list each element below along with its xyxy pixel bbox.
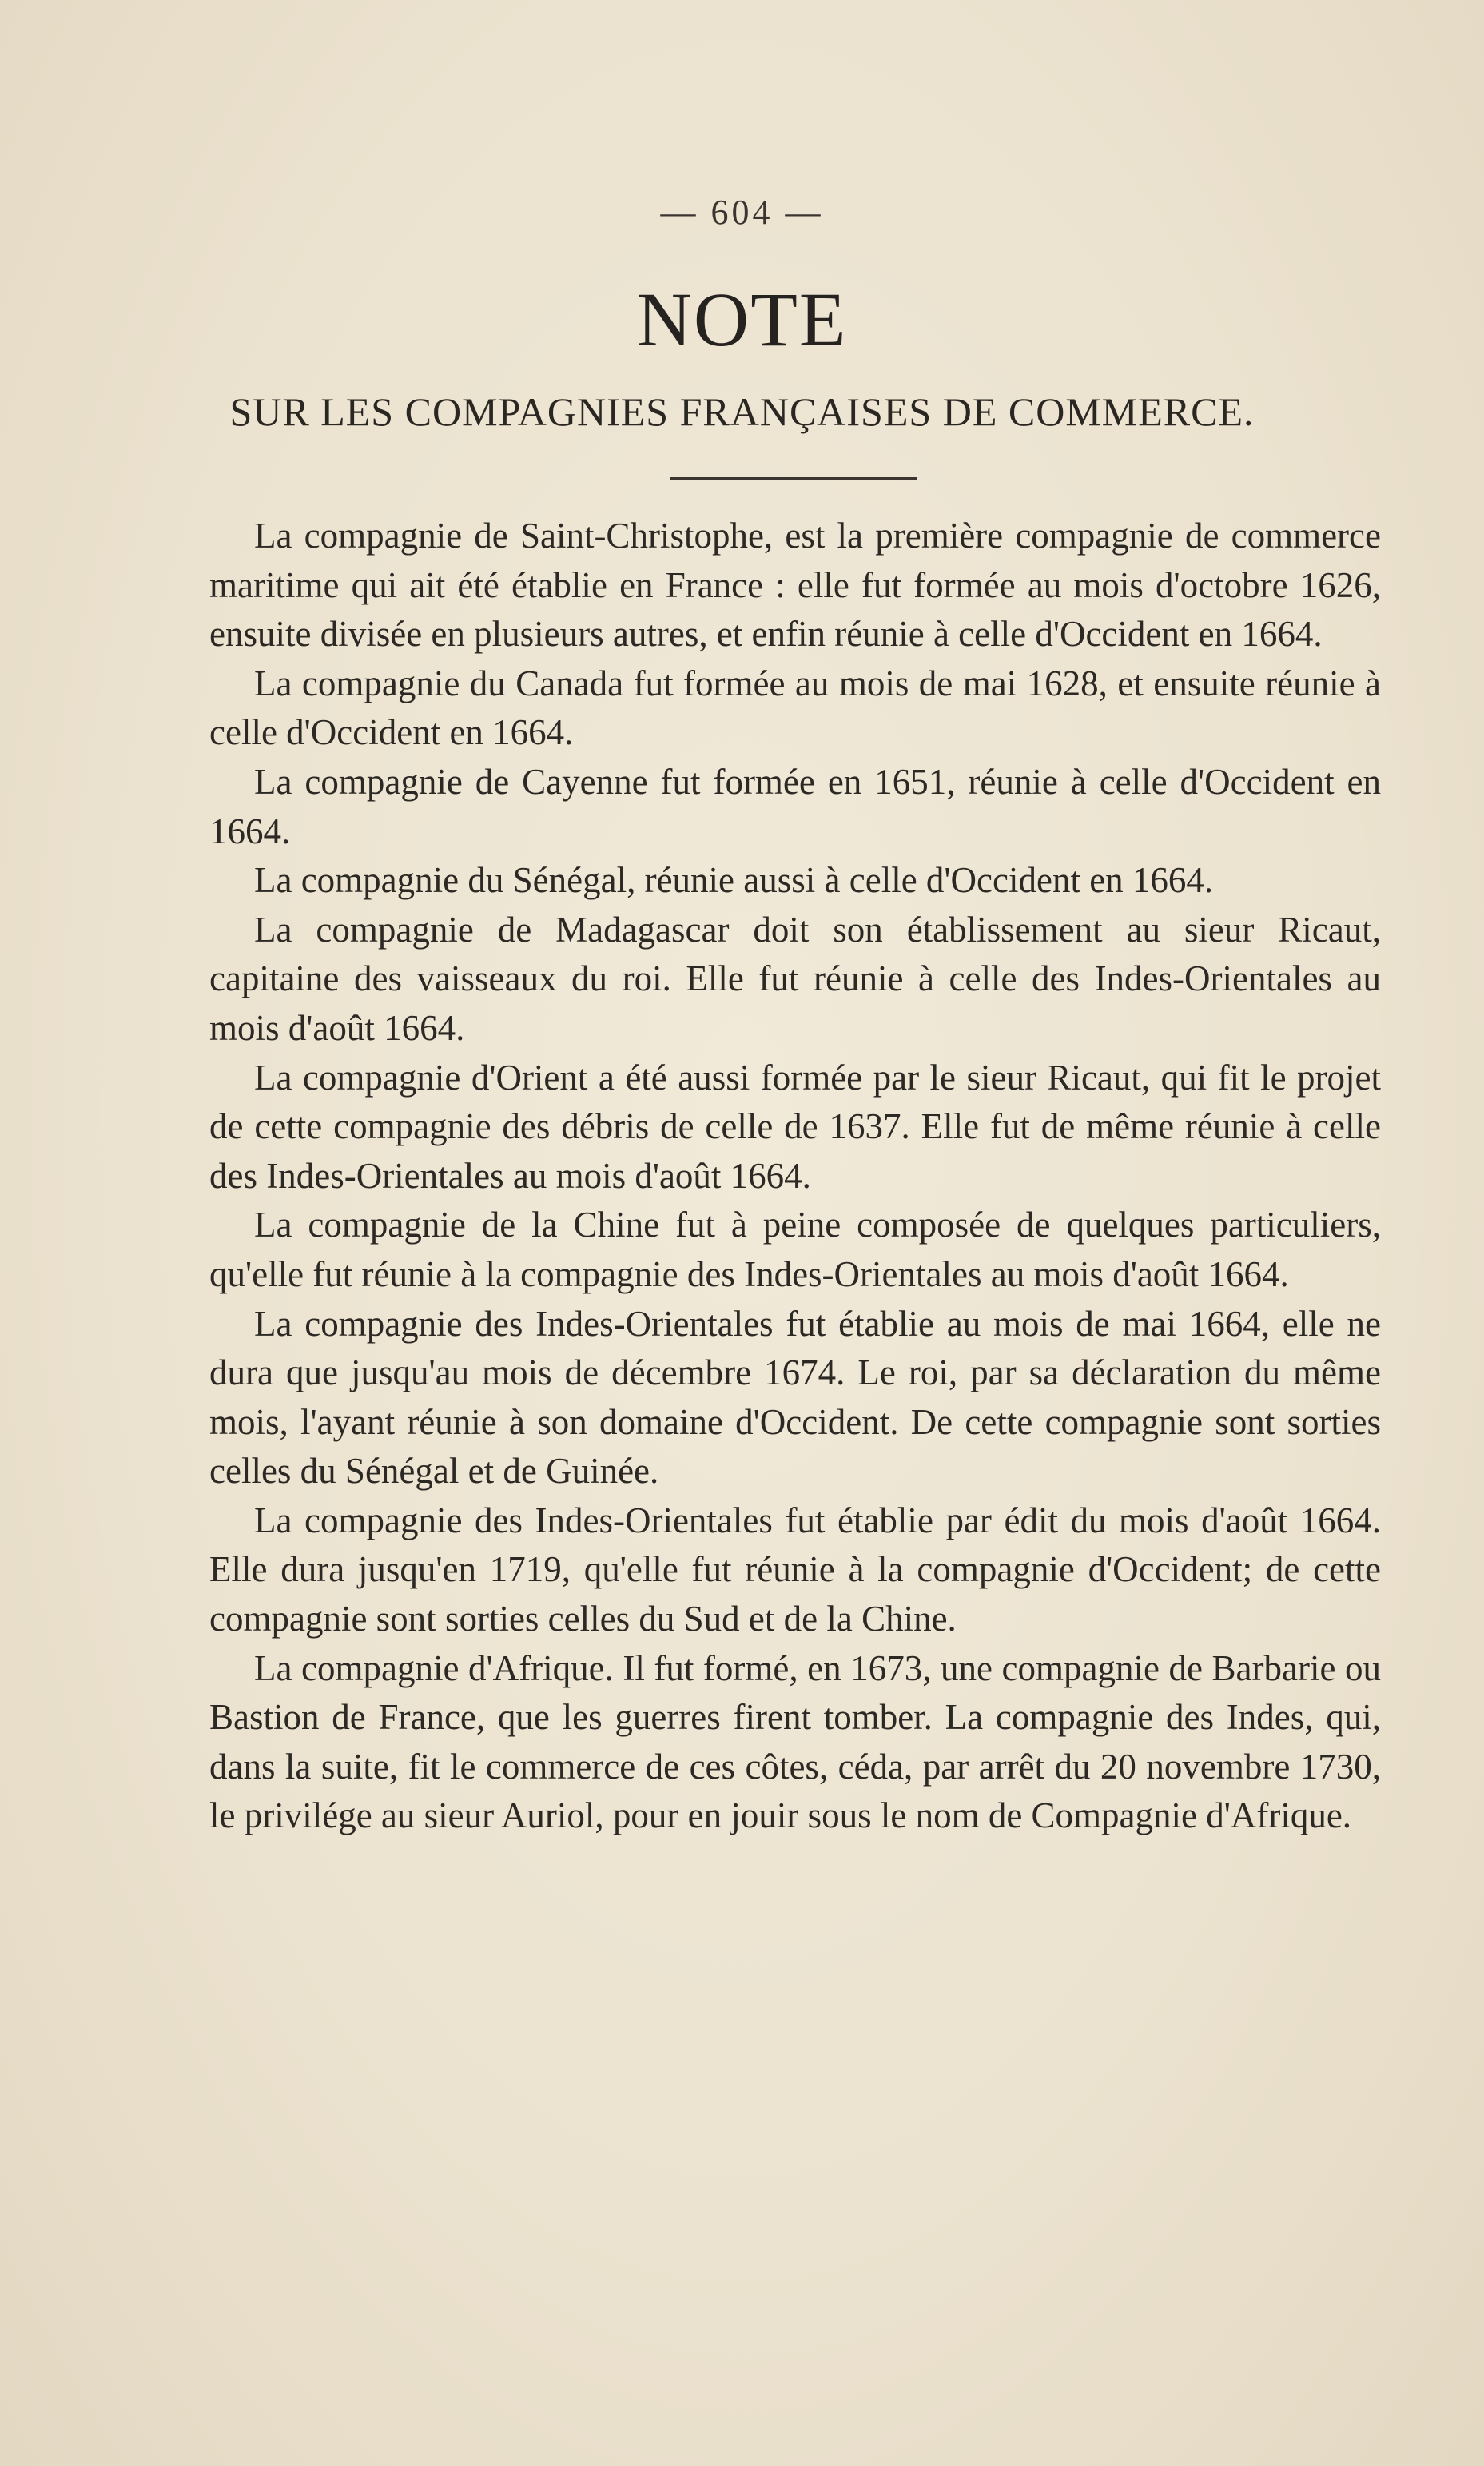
paragraph-saint-christophe: La compagnie de Saint-Christophe, est la première compagnie de commerce maritime qui ait été établie en France : elle fut formée au mois d'octobre 1626, ensuite divisée en plusieurs autres, et enfin réunie à celle d'Occident en 1664. xyxy=(209,516,1381,655)
page-title: NOTE xyxy=(636,277,848,362)
paragraph-afrique: La compagnie d'Afrique. Il fut formé, en 1673, une compagnie de Barbarie ou Bastion de France, que les guerres firent tomber. La compagnie des Indes, qui, dans la suite, fit le commerce de ces côtes, céda, par arrêt du 20 novembre 1730, le privilége au sieur Auriol, pour en jouir sous le nom de Compagnie d'Afrique. xyxy=(209,1647,1381,1836)
page-number: — 604 — xyxy=(660,193,824,232)
paragraph-indes-orientales-1664-1719: La compagnie des Indes-Orientales fut établie par édit du mois d'août 1664. Elle dura jusqu'en 1719, qu'elle fut réunie à la compagnie d'Occident; de cette compagnie sont sorties celles du Sud et de la Chine. xyxy=(209,1500,1381,1639)
paragraph-madagascar: La compagnie de Madagascar doit son établissement au sieur Ricaut, capitaine des vaisseaux du roi. Elle fut réunie à celle des Indes-Orientales au mois d'août 1664. xyxy=(209,909,1381,1048)
page-subtitle: SUR LES COMPAGNIES FRANÇAISES DE COMMERCE. xyxy=(229,389,1255,434)
title-divider xyxy=(670,477,917,480)
paragraph-cayenne: La compagnie de Cayenne fut formée en 1651, réunie à celle d'Occident en 1664. xyxy=(209,761,1381,851)
paragraph-orient: La compagnie d'Orient a été aussi formée par le sieur Ricaut, qui fit le projet de cette compagnie des débris de celle de 1637. Elle fut de même réunie à celle des Indes-Orientales au mois d'août 1664. xyxy=(209,1057,1381,1196)
paragraph-chine: La compagnie de la Chine fut à peine composée de quelques particuliers, qu'elle fut réunie à la compagnie des Indes-Orientales au mois d'août 1664. xyxy=(209,1205,1381,1294)
body-text xyxy=(209,512,1381,1841)
paragraph-indes-orientales-1664-1674: La compagnie des Indes-Orientales fut établie au mois de mai 1664, elle ne dura que jusqu'au mois de décembre 1674. Le roi, par sa déclaration du même mois, l'ayant réunie à son domaine d'Occident. De cette compagnie sont sorties celles du Sénégal et de Guinée. xyxy=(209,1303,1381,1492)
paragraph-canada: La compagnie du Canada fut formée au mois de mai 1628, et ensuite réunie à celle d'Occident en 1664. xyxy=(209,663,1381,753)
paragraph-senegal: La compagnie du Sénégal, réunie aussi à celle d'Occident en 1664. xyxy=(254,860,1214,901)
